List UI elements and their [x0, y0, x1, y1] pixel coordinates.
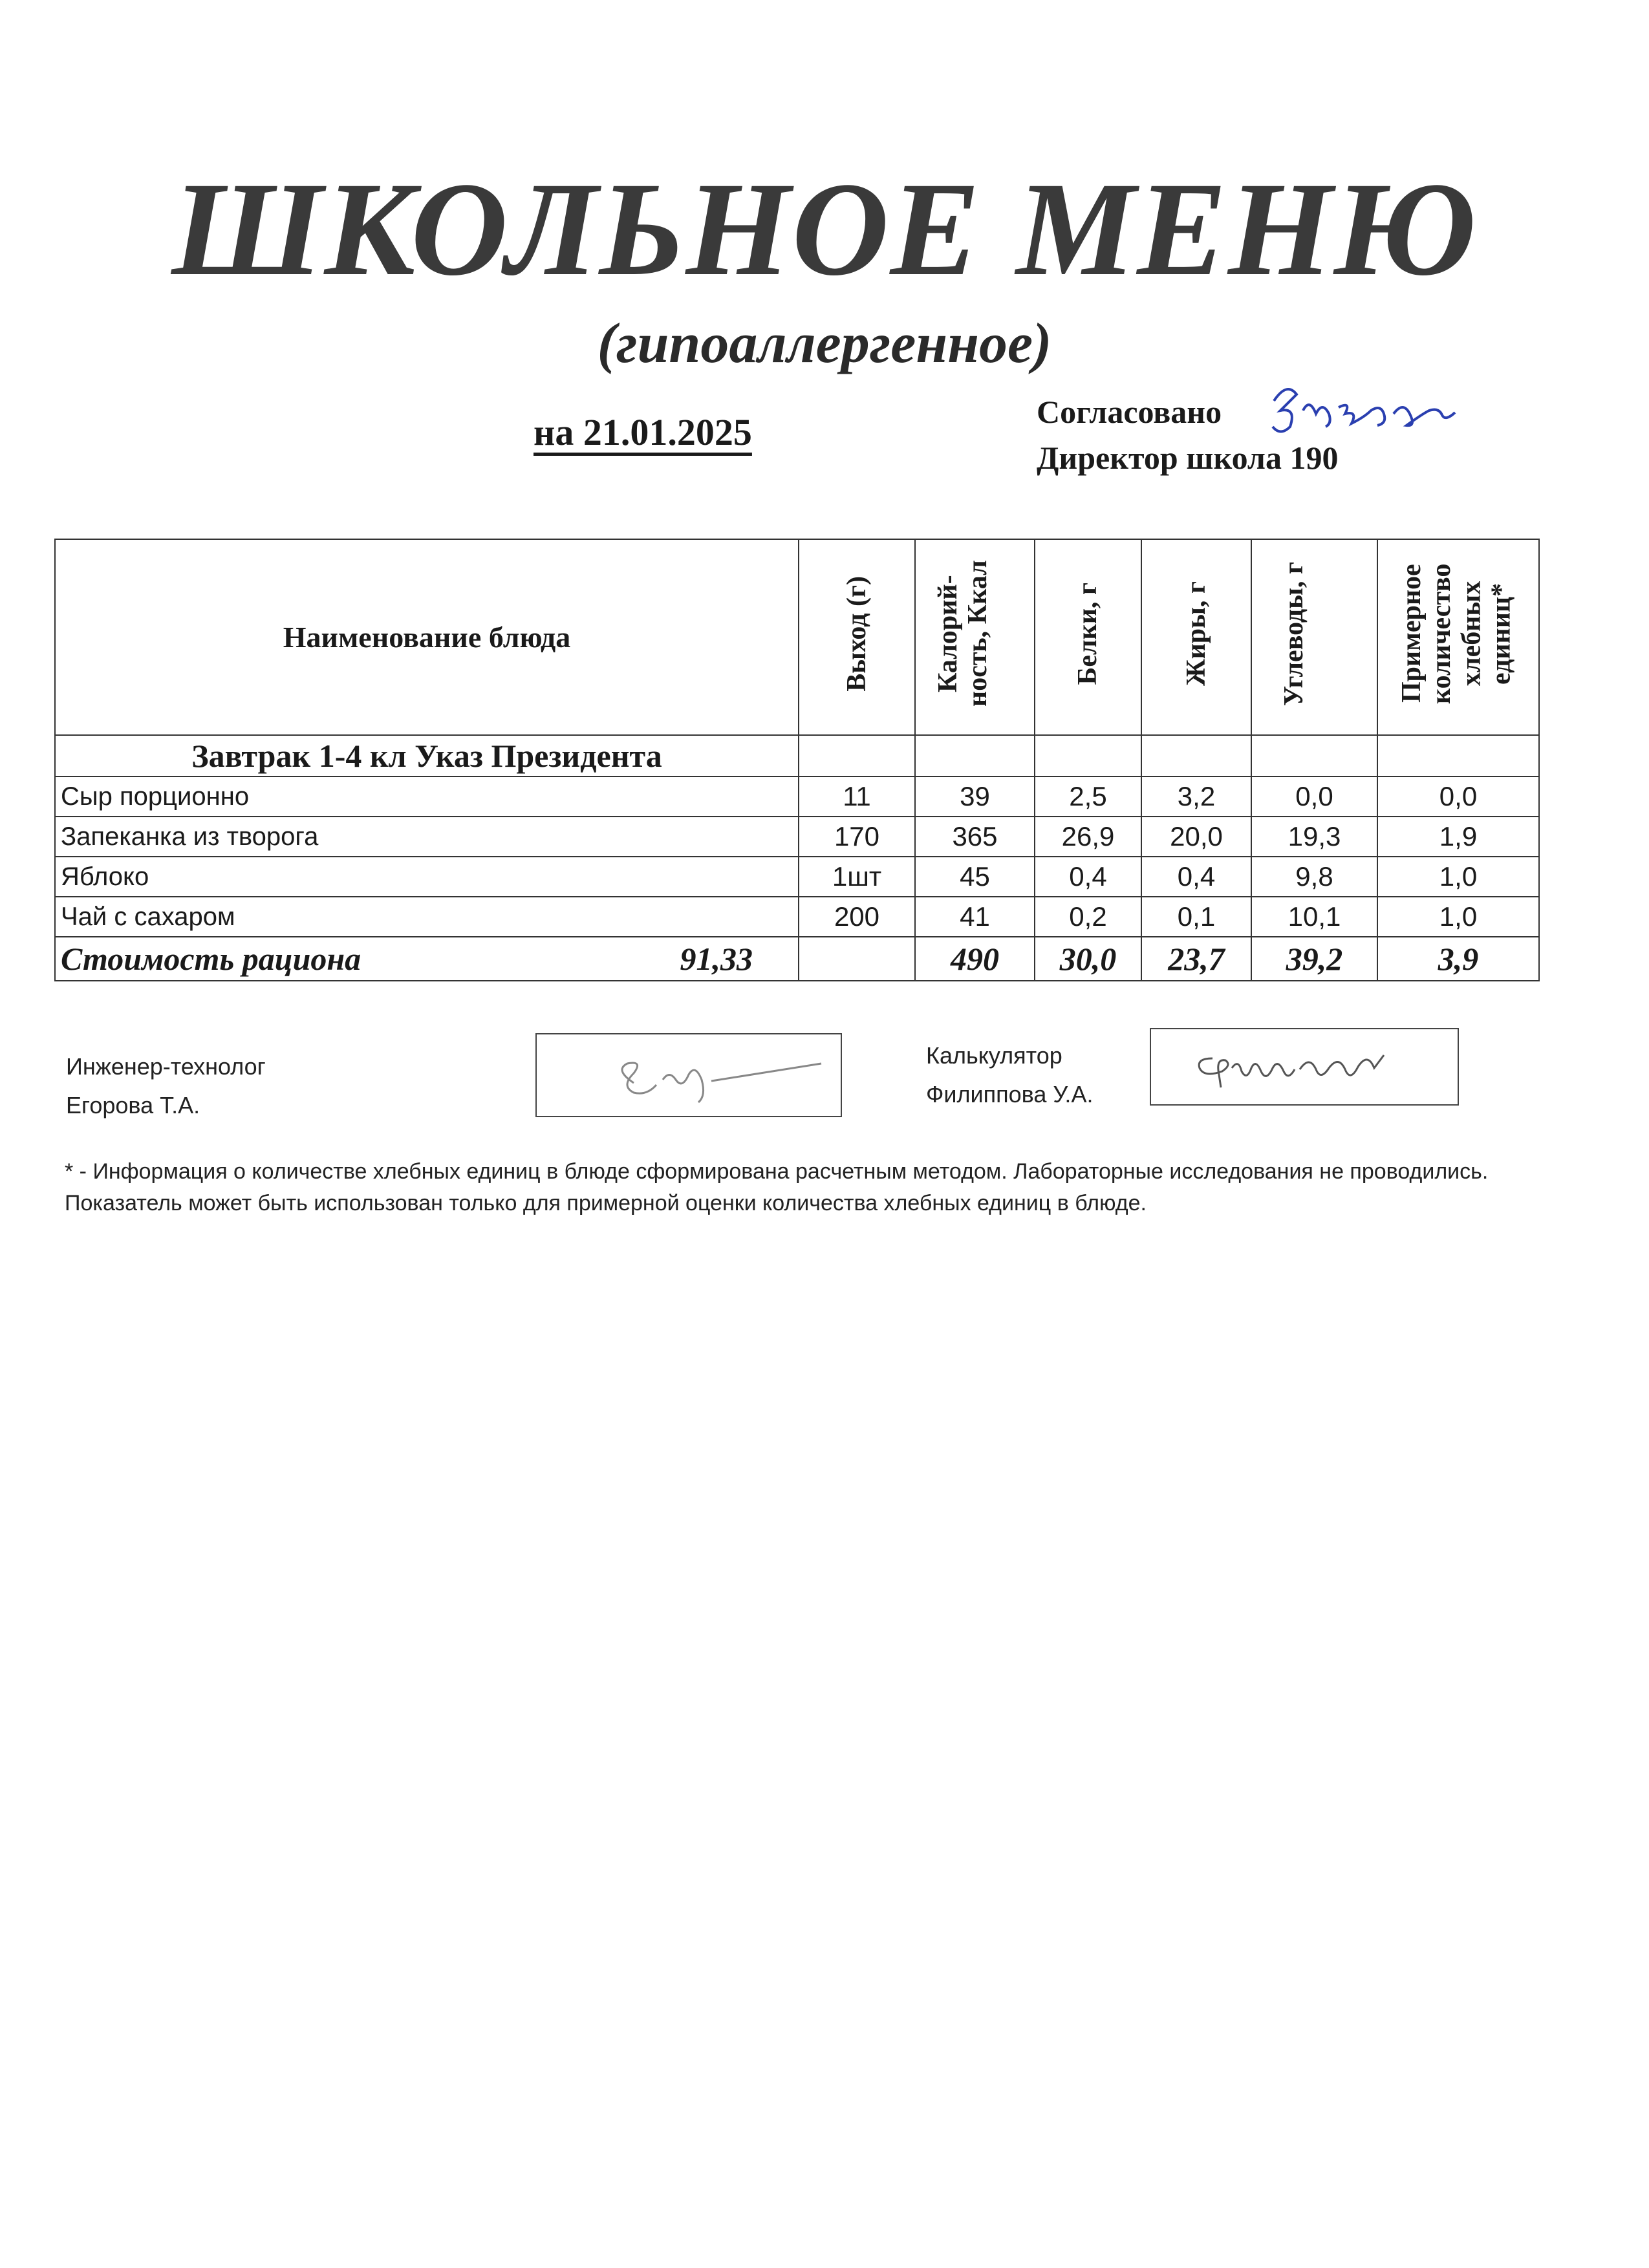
table-section-row: [55, 735, 1539, 776]
total-label-cell: [55, 937, 799, 981]
dish-calories: 41: [915, 897, 1035, 937]
total-bread-units: 3,9: [1377, 937, 1539, 981]
engineer-name: Егорова Т.А.: [66, 1092, 200, 1118]
column-header-carbs: Углеводы, г: [1251, 539, 1377, 735]
dish-bread-units: 1,0: [1377, 897, 1539, 937]
table-row: [55, 857, 1539, 897]
dish-fats: 20,0: [1141, 817, 1251, 857]
page-title: ШКОЛЬНОЕ МЕНЮ: [171, 155, 1478, 303]
dish-bread-units: 1,0: [1377, 857, 1539, 897]
calculator-role: Калькулятор: [926, 1042, 1062, 1069]
dish-carbs: 19,3: [1251, 817, 1377, 857]
dish-calories: 365: [915, 817, 1035, 857]
dish-calories: 45: [915, 857, 1035, 897]
dish-name: Запеканка из творога: [55, 817, 799, 857]
dish-calories: 39: [915, 776, 1035, 817]
dish-carbs: 10,1: [1251, 897, 1377, 937]
total-label: Стоимость рациона: [61, 941, 361, 977]
engineer-role: Инженер-технолог: [66, 1053, 266, 1080]
column-header-weight: Выход (г): [799, 539, 915, 735]
dish-weight: 170: [799, 817, 915, 857]
dish-weight: 11: [799, 776, 915, 817]
total-cost: 91,33: [680, 941, 753, 977]
engineer-signature-box: [535, 1033, 842, 1117]
dish-name: Чай с сахаром: [55, 897, 799, 937]
table-total-row: [55, 937, 1539, 981]
calculator-signature-box: [1150, 1028, 1459, 1106]
column-header-calories: Калорий-ность, Ккал: [915, 539, 1035, 735]
dish-proteins: 2,5: [1035, 776, 1141, 817]
dish-bread-units: 0,0: [1377, 776, 1539, 817]
dish-bread-units: 1,9: [1377, 817, 1539, 857]
approved-label: Согласовано: [1037, 394, 1222, 430]
dish-weight: 1шт: [799, 857, 915, 897]
director-signature: [1267, 375, 1461, 446]
total-proteins: 30,0: [1035, 937, 1141, 981]
total-carbs: 39,2: [1251, 937, 1377, 981]
dish-fats: 3,2: [1141, 776, 1251, 817]
column-header-bread-units: Примерное количество хлебных единиц*: [1377, 539, 1539, 735]
engineer-signature: [537, 1034, 841, 1116]
column-header-fats: Жиры, г: [1141, 539, 1251, 735]
menu-date: на 21.01.2025: [534, 411, 752, 453]
dish-name: Яблоко: [55, 857, 799, 897]
dish-fats: 0,1: [1141, 897, 1251, 937]
column-header-name: Наименование блюда: [55, 539, 799, 735]
column-header-proteins: Белки, г: [1035, 539, 1141, 735]
dish-name: Сыр порционно: [55, 776, 799, 817]
dish-proteins: 0,2: [1035, 897, 1141, 937]
director-label: Директор школа 190: [1037, 440, 1339, 476]
footnote: * - Информация о количестве хлебных единиц в блюде сформирована расчетным методом. Лабораторные исследования не проводились. Показатель может быть использован только для примерной оценки количества хлебных единиц в блюде.: [65, 1159, 1489, 1216]
table-row: [55, 776, 1539, 817]
calculator-name: Филиппова У.А.: [926, 1081, 1094, 1107]
table-header-row: [55, 539, 1539, 735]
dish-carbs: 0,0: [1251, 776, 1377, 817]
dish-fats: 0,4: [1141, 857, 1251, 897]
table-row: [55, 897, 1539, 937]
page-subtitle: (гипоаллергенное): [597, 312, 1052, 375]
total-calories: 490: [915, 937, 1035, 981]
dish-proteins: 0,4: [1035, 857, 1141, 897]
table-row: [55, 817, 1539, 857]
dish-weight: 200: [799, 897, 915, 937]
menu-table: [54, 539, 1540, 981]
dish-proteins: 26,9: [1035, 817, 1141, 857]
section-title: Завтрак 1-4 кл Указ Президента: [55, 735, 799, 776]
calculator-signature: [1151, 1029, 1458, 1104]
total-fats: 23,7: [1141, 937, 1251, 981]
dish-carbs: 9,8: [1251, 857, 1377, 897]
total-weight: [799, 937, 915, 981]
